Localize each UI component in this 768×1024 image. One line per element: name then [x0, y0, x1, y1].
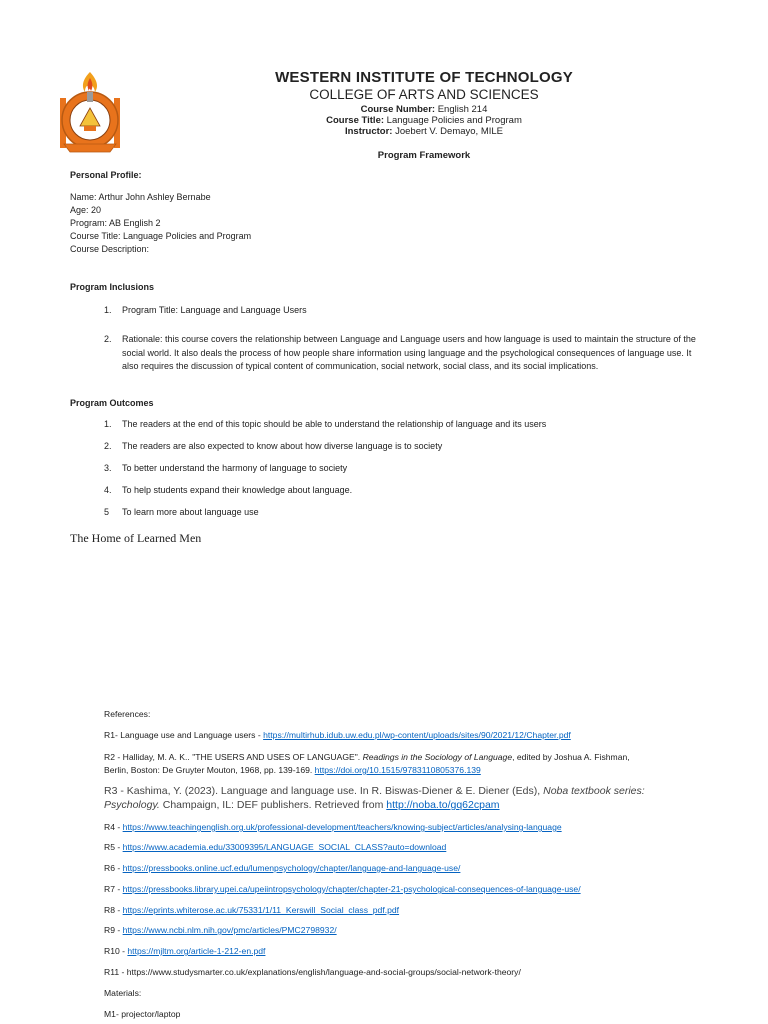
college-name: COLLEGE OF ARTS AND SCIENCES	[309, 87, 539, 102]
instructor-label: Instructor:	[344, 126, 393, 137]
reference-r3-link[interactable]: http://noba.to/gq62cpam	[386, 799, 500, 811]
reference-r6	[104, 862, 460, 875]
reference-r5	[104, 841, 446, 854]
personal-profile-heading: Personal Profile:	[70, 170, 142, 180]
reference-r9-label: R9 -	[104, 925, 123, 935]
reference-r10-link[interactable]: https://mjltm.org/article-1-212-en.pdf	[127, 946, 266, 956]
institution-name: WESTERN INSTITUTE OF TECHNOLOGY	[275, 69, 573, 86]
reference-r7-link[interactable]: https://pressbooks.library.upei.ca/upeiintropsychology/chapter/chapter-21-psychological-consequences-of-language-use/	[122, 884, 581, 894]
reference-r6-link[interactable]: https://pressbooks.online.ucf.edu/lumenpsychology/chapter/language-and-language-use/	[122, 863, 461, 873]
reference-r4-link[interactable]: https://www.teachingenglish.org.uk/professional-development/teachers/knowing-subject/articles/analysing-language	[122, 822, 562, 832]
course-title-value: Language Policies and Program	[384, 115, 522, 126]
outcome-text: The readers at the end of this topic should be able to understand the relationship of language and its users	[122, 419, 547, 429]
course-number-value: English 214	[435, 104, 488, 115]
profile-name: Name: Arthur John Ashley Bernabe	[70, 192, 211, 202]
course-title-line	[230, 115, 618, 126]
inclusion-program-title: Program Title: Language and Language Users	[122, 305, 307, 315]
reference-r10-label: R10 -	[104, 946, 128, 956]
reference-r10	[104, 945, 265, 958]
reference-r8-link[interactable]: https://eprints.whiterose.ac.uk/75331/1/11_Kerswill_Social_class_pdf.pdf	[122, 905, 400, 915]
reference-r4-label: R4 -	[104, 822, 123, 832]
outcome-number: 5	[104, 507, 110, 517]
reference-r2-publisher: Berlin, Boston: De Gruyter Mouton, 1968, pp. 139-169.	[104, 765, 315, 775]
reference-r6-label: R6 -	[104, 863, 123, 873]
program-outcomes-heading: Program Outcomes	[70, 398, 154, 408]
reference-r3	[104, 784, 645, 812]
inclusion-number: 1.	[104, 305, 112, 315]
reference-r1-link[interactable]: https://multirhub.idub.uw.edu.pl/wp-content/uploads/sites/90/2021/12/Chapter.pdf	[263, 730, 571, 740]
outcome-text: To help students expand their knowledge about language.	[122, 485, 353, 495]
reference-r1	[104, 729, 571, 742]
reference-r2-link[interactable]: https://doi.org/10.1515/9783110805376.139	[314, 765, 481, 775]
profile-course-description: Course Description:	[70, 244, 150, 254]
reference-r7	[104, 883, 581, 896]
reference-r5-label: R5 -	[104, 842, 123, 852]
profile-course-title: Course Title: Language Policies and Program	[70, 231, 252, 241]
reference-r3-text: R3 - Kashima, Y. (2023). Language and language use. In R. Biswas-Diener & E. Diener (Eds),	[104, 785, 544, 797]
course-number-label: Course Number:	[360, 104, 436, 115]
reference-r9-link[interactable]: https://www.ncbi.nlm.nih.gov/pmc/articles/PMC2798932/	[122, 925, 337, 935]
profile-program: Program: AB English 2	[70, 218, 161, 228]
reference-r1-label: R1- Language use and Language users -	[104, 730, 264, 740]
materials-heading: Materials:	[104, 988, 142, 998]
reference-r7-label: R7 -	[104, 884, 123, 894]
outcome-text: To learn more about language use	[122, 507, 259, 517]
program-framework-title: Program Framework	[377, 150, 471, 161]
outcome-number: 3.	[104, 463, 112, 473]
profile-age: Age: 20	[70, 205, 102, 215]
reference-r2-editor: , edited by Joshua A. Fishman,	[512, 752, 630, 762]
course-number-line	[230, 104, 618, 115]
reference-r5-link[interactable]: https://www.academia.edu/33009395/LANGUAGE_SOCIAL_CLASS?auto=download	[122, 842, 447, 852]
references-heading: References:	[104, 709, 151, 719]
reference-r3-series-name: Psychology.	[104, 799, 160, 811]
inclusion-number: 2.	[104, 334, 112, 344]
reference-r8-label: R8 -	[104, 905, 123, 915]
material-m1: M1- projector/laptop	[104, 1009, 181, 1019]
motto-text: The Home of Learned Men	[70, 531, 202, 545]
reference-r2	[104, 751, 630, 777]
institution-seal-logo	[50, 70, 130, 160]
outcome-text: The readers are also expected to know about how diverse language is to society	[122, 441, 443, 451]
instructor-value: Joebert V. Demayo, MILE	[392, 126, 504, 137]
outcome-number: 1.	[104, 419, 112, 429]
instructor-line	[230, 126, 618, 137]
outcome-text: To better understand the harmony of language to society	[122, 463, 348, 473]
reference-r8	[104, 904, 399, 917]
reference-r2-text: R2 - Halliday, M. A. K.. "THE USERS AND USES OF LANGUAGE".	[104, 752, 363, 762]
inclusion-rationale: Rationale: this course covers the relationship between Language and Language users and how language is used to maintain the structure of the social world. It also deals the process of how people share information using language and the psychological consequences of language use. It also requires the discussion of typical content of communication, social network, social class, and its social implications.	[122, 334, 696, 372]
reference-r3-publisher: Champaign, IL: DEF publishers. Retrieved from	[159, 799, 387, 811]
reference-r9	[104, 924, 337, 937]
reference-r4	[104, 821, 562, 834]
outcome-number: 4.	[104, 485, 112, 495]
reference-r3-series: Noba textbook series:	[543, 785, 645, 797]
reference-r2-book-title: Readings in the Sociology of Language	[362, 752, 513, 762]
outcome-number: 2.	[104, 441, 112, 451]
course-title-label: Course Title:	[326, 115, 385, 126]
reference-r11: R11 - https://www.studysmarter.co.uk/explanations/english/language-and-social-groups/social-network-theory/	[104, 967, 521, 977]
program-inclusions-heading: Program Inclusions	[70, 282, 155, 292]
